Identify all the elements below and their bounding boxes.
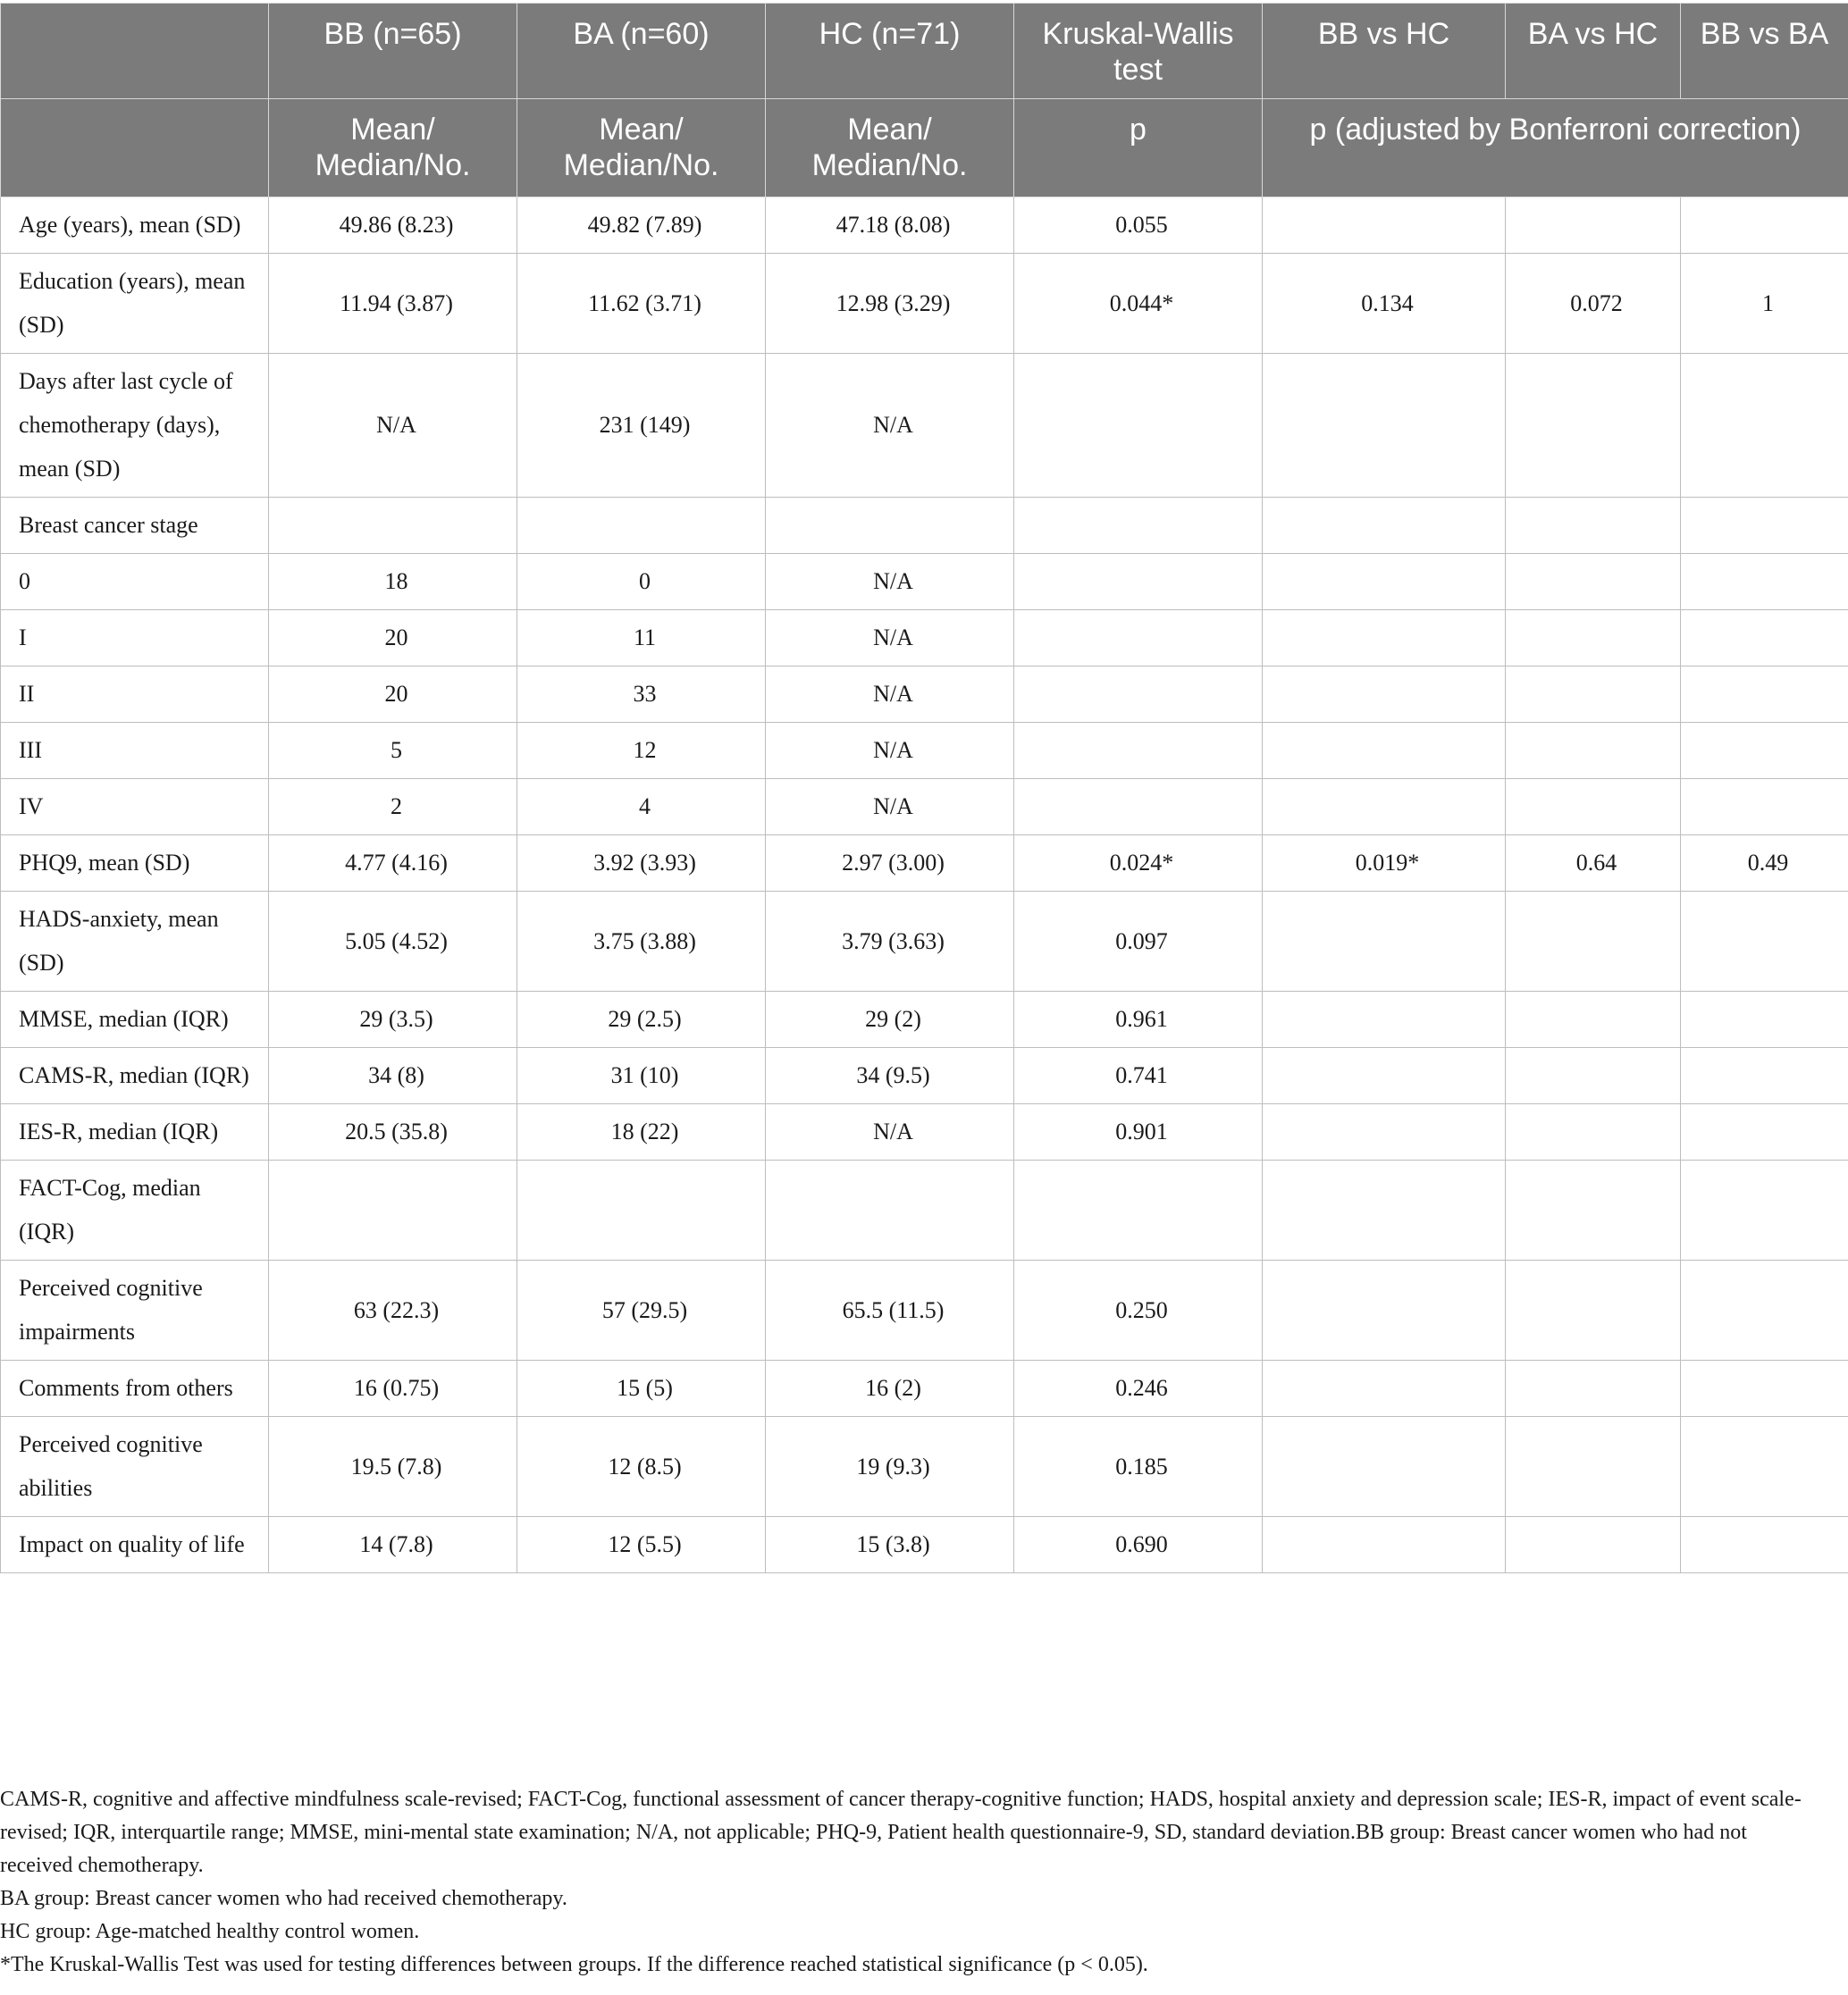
value-cell <box>1681 1048 1848 1104</box>
value-cell <box>1506 1517 1681 1573</box>
table-row <box>1 666 1848 723</box>
value-cell: 63 (22.3) <box>269 1261 517 1361</box>
value-cell: 18 (22) <box>517 1104 766 1161</box>
value-cell <box>1506 992 1681 1048</box>
value-cell <box>1681 779 1848 835</box>
data-table <box>0 3 1848 1573</box>
row-label-cell: MMSE, median (IQR) <box>1 992 269 1048</box>
value-cell: 0.097 <box>1014 892 1263 992</box>
value-cell: 0.185 <box>1014 1417 1263 1517</box>
value-cell <box>1681 1417 1848 1517</box>
table-body <box>1 197 1848 1573</box>
value-cell: 31 (10) <box>517 1048 766 1104</box>
footnote-line: *The Kruskal-Wallis Test was used for testing differences between groups. If the difference reached statistical significance (p < 0.05). <box>0 1953 1148 1976</box>
value-cell <box>1014 498 1263 554</box>
value-cell <box>1681 992 1848 1048</box>
value-cell <box>1506 498 1681 554</box>
value-cell <box>1263 1048 1506 1104</box>
value-cell <box>1506 723 1681 779</box>
value-cell <box>1014 666 1263 723</box>
value-cell: 20 <box>269 610 517 666</box>
value-cell: 0 <box>517 554 766 610</box>
value-cell <box>1506 1417 1681 1517</box>
value-cell: N/A <box>766 1104 1014 1161</box>
row-label-cell: Perceived cognitive abilities <box>1 1417 269 1517</box>
value-cell: 19 (9.3) <box>766 1417 1014 1517</box>
row-label-cell: IV <box>1 779 269 835</box>
value-cell <box>1681 1261 1848 1361</box>
value-cell: 3.79 (3.63) <box>766 892 1014 992</box>
value-cell: 34 (8) <box>269 1048 517 1104</box>
value-cell <box>269 1161 517 1261</box>
row-label-cell: Comments from others <box>1 1361 269 1417</box>
value-cell: N/A <box>766 723 1014 779</box>
value-cell: 0.246 <box>1014 1361 1263 1417</box>
header-cell-measure-hc: Mean/ Median/No. <box>766 99 1014 197</box>
value-cell <box>1681 554 1848 610</box>
value-cell: 33 <box>517 666 766 723</box>
header-cell-hc: HC (n=71) <box>766 4 1014 99</box>
value-cell: 20 <box>269 666 517 723</box>
table-row <box>1 1517 1848 1573</box>
value-cell: 0.134 <box>1263 254 1506 354</box>
table-row <box>1 610 1848 666</box>
value-cell <box>1681 197 1848 254</box>
header-cell-bb-vs-ba: BB vs BA <box>1681 4 1848 99</box>
value-cell <box>1263 1417 1506 1517</box>
value-cell <box>1263 554 1506 610</box>
value-cell: 0.072 <box>1506 254 1681 354</box>
header-cell-empty-2 <box>1 99 269 197</box>
table-row <box>1 992 1848 1048</box>
value-cell: 0.055 <box>1014 197 1263 254</box>
value-cell: 4.77 (4.16) <box>269 835 517 892</box>
value-cell: 0.250 <box>1014 1261 1263 1361</box>
row-label-cell: Impact on quality of life <box>1 1517 269 1573</box>
table-row <box>1 254 1848 354</box>
value-cell <box>517 498 766 554</box>
value-cell <box>1263 1517 1506 1573</box>
row-label-cell: IES-R, median (IQR) <box>1 1104 269 1161</box>
value-cell <box>1263 197 1506 254</box>
value-cell: 15 (3.8) <box>766 1517 1014 1573</box>
footnote-line: BA group: Breast cancer women who had received chemotherapy. <box>0 1887 567 1910</box>
value-cell: 0.019* <box>1263 835 1506 892</box>
row-label-cell: CAMS-R, median (IQR) <box>1 1048 269 1104</box>
header-cell-bb-vs-hc: BB vs HC <box>1263 4 1506 99</box>
footnote-line: HC group: Age-matched healthy control women. <box>0 1920 420 1943</box>
value-cell: 57 (29.5) <box>517 1261 766 1361</box>
value-cell <box>1263 892 1506 992</box>
value-cell <box>1681 498 1848 554</box>
value-cell <box>1014 554 1263 610</box>
table-row <box>1 835 1848 892</box>
header-cell-empty <box>1 4 269 99</box>
value-cell: 0.961 <box>1014 992 1263 1048</box>
row-label-cell: HADS-anxiety, mean (SD) <box>1 892 269 992</box>
row-label-cell: Age (years), mean (SD) <box>1 197 269 254</box>
value-cell: 5 <box>269 723 517 779</box>
value-cell: 16 (0.75) <box>269 1361 517 1417</box>
value-cell: 12 (5.5) <box>517 1517 766 1573</box>
header-cell-p: p <box>1014 99 1263 197</box>
value-cell: 18 <box>269 554 517 610</box>
row-label-cell: III <box>1 723 269 779</box>
value-cell: 1 <box>1681 254 1848 354</box>
value-cell: 0.901 <box>1014 1104 1263 1161</box>
table-row <box>1 1417 1848 1517</box>
value-cell: 231 (149) <box>517 354 766 498</box>
value-cell: 29 (2.5) <box>517 992 766 1048</box>
row-label-cell: Days after last cycle of chemotherapy (days), mean (SD) <box>1 354 269 498</box>
value-cell: 15 (5) <box>517 1361 766 1417</box>
value-cell <box>1681 1104 1848 1161</box>
table-row <box>1 1048 1848 1104</box>
value-cell <box>1506 1161 1681 1261</box>
value-cell <box>1681 723 1848 779</box>
value-cell: 34 (9.5) <box>766 1048 1014 1104</box>
value-cell <box>1263 1104 1506 1161</box>
table-row <box>1 892 1848 992</box>
table-row <box>1 723 1848 779</box>
value-cell <box>1014 610 1263 666</box>
row-label-cell: PHQ9, mean (SD) <box>1 835 269 892</box>
table-row <box>1 1261 1848 1361</box>
header-cell-kruskal-wallis: Kruskal-Wallis test <box>1014 4 1263 99</box>
value-cell <box>1263 666 1506 723</box>
value-cell: 5.05 (4.52) <box>269 892 517 992</box>
value-cell: 47.18 (8.08) <box>766 197 1014 254</box>
value-cell <box>1681 354 1848 498</box>
value-cell <box>1506 610 1681 666</box>
table-footnotes <box>0 1783 1823 1982</box>
value-cell <box>766 498 1014 554</box>
value-cell: N/A <box>269 354 517 498</box>
table-row <box>1 554 1848 610</box>
value-cell: 49.86 (8.23) <box>269 197 517 254</box>
value-cell <box>269 498 517 554</box>
value-cell <box>1506 666 1681 723</box>
value-cell: 29 (2) <box>766 992 1014 1048</box>
table-header <box>1 4 1848 197</box>
row-label-cell: 0 <box>1 554 269 610</box>
header-row-groups <box>1 4 1848 99</box>
table-row <box>1 1361 1848 1417</box>
row-label-cell: II <box>1 666 269 723</box>
value-cell: 12.98 (3.29) <box>766 254 1014 354</box>
value-cell: N/A <box>766 554 1014 610</box>
value-cell: 14 (7.8) <box>269 1517 517 1573</box>
footnote-line: CAMS-R, cognitive and affective mindfulness scale-revised; FACT-Cog, functional assessment of cancer therapy-cognitive function; HADS, hospital anxiety and depression scale; IES-R, impact of event scale-revised; IQR, interquartile range; MMSE, mini-mental state examination; N/A, not applicable; PHQ-9, Patient health questionnaire-9, SD, standard deviation.BB group: Breast cancer women who had not received chemotherapy. <box>0 1788 1802 1877</box>
value-cell: N/A <box>766 666 1014 723</box>
header-cell-measure-bb: Mean/ Median/No. <box>269 99 517 197</box>
value-cell <box>1014 723 1263 779</box>
table-row <box>1 1104 1848 1161</box>
value-cell <box>1681 666 1848 723</box>
value-cell <box>1681 610 1848 666</box>
value-cell <box>1681 892 1848 992</box>
value-cell: 4 <box>517 779 766 835</box>
row-label-cell: Breast cancer stage <box>1 498 269 554</box>
value-cell: 0.044* <box>1014 254 1263 354</box>
table-row <box>1 779 1848 835</box>
value-cell: 19.5 (7.8) <box>269 1417 517 1517</box>
value-cell <box>1506 554 1681 610</box>
value-cell: N/A <box>766 779 1014 835</box>
value-cell <box>1263 992 1506 1048</box>
value-cell <box>1263 498 1506 554</box>
value-cell <box>1263 1361 1506 1417</box>
value-cell: 11.94 (3.87) <box>269 254 517 354</box>
value-cell <box>1506 1261 1681 1361</box>
value-cell: 20.5 (35.8) <box>269 1104 517 1161</box>
value-cell: 3.75 (3.88) <box>517 892 766 992</box>
value-cell <box>1014 1161 1263 1261</box>
value-cell: 0.690 <box>1014 1517 1263 1573</box>
value-cell <box>766 1161 1014 1261</box>
value-cell <box>1263 723 1506 779</box>
header-cell-measure-ba: Mean/ Median/No. <box>517 99 766 197</box>
value-cell: 12 (8.5) <box>517 1417 766 1517</box>
value-cell <box>1263 1161 1506 1261</box>
value-cell <box>1506 779 1681 835</box>
value-cell <box>1681 1517 1848 1573</box>
value-cell: 0.024* <box>1014 835 1263 892</box>
value-cell: 11.62 (3.71) <box>517 254 766 354</box>
value-cell <box>1506 197 1681 254</box>
value-cell <box>1506 892 1681 992</box>
header-cell-ba: BA (n=60) <box>517 4 766 99</box>
row-label-cell: Education (years), mean (SD) <box>1 254 269 354</box>
value-cell: 3.92 (3.93) <box>517 835 766 892</box>
value-cell <box>1263 354 1506 498</box>
row-label-cell: FACT-Cog, median (IQR) <box>1 1161 269 1261</box>
value-cell <box>1506 354 1681 498</box>
table-row <box>1 197 1848 254</box>
value-cell: 65.5 (11.5) <box>766 1261 1014 1361</box>
value-cell: N/A <box>766 354 1014 498</box>
value-cell: 2.97 (3.00) <box>766 835 1014 892</box>
value-cell <box>1506 1048 1681 1104</box>
value-cell: 0.49 <box>1681 835 1848 892</box>
header-cell-p-adjusted: p (adjusted by Bonferroni correction) <box>1263 99 1848 197</box>
value-cell <box>1263 779 1506 835</box>
row-label-cell: Perceived cognitive impairments <box>1 1261 269 1361</box>
header-cell-ba-vs-hc: BA vs HC <box>1506 4 1681 99</box>
value-cell <box>1506 1361 1681 1417</box>
table-row <box>1 1161 1848 1261</box>
header-row-measures <box>1 99 1848 197</box>
table-row <box>1 354 1848 498</box>
value-cell: 16 (2) <box>766 1361 1014 1417</box>
value-cell: 12 <box>517 723 766 779</box>
value-cell <box>1681 1361 1848 1417</box>
value-cell <box>517 1161 766 1261</box>
value-cell: 49.82 (7.89) <box>517 197 766 254</box>
value-cell: 2 <box>269 779 517 835</box>
value-cell: N/A <box>766 610 1014 666</box>
value-cell: 11 <box>517 610 766 666</box>
value-cell: 0.64 <box>1506 835 1681 892</box>
value-cell: 29 (3.5) <box>269 992 517 1048</box>
header-cell-bb: BB (n=65) <box>269 4 517 99</box>
value-cell <box>1014 779 1263 835</box>
value-cell <box>1506 1104 1681 1161</box>
table-container <box>0 3 1848 1573</box>
value-cell: 0.741 <box>1014 1048 1263 1104</box>
value-cell <box>1014 354 1263 498</box>
value-cell <box>1681 1161 1848 1261</box>
value-cell <box>1263 610 1506 666</box>
table-row <box>1 498 1848 554</box>
value-cell <box>1263 1261 1506 1361</box>
row-label-cell: I <box>1 610 269 666</box>
